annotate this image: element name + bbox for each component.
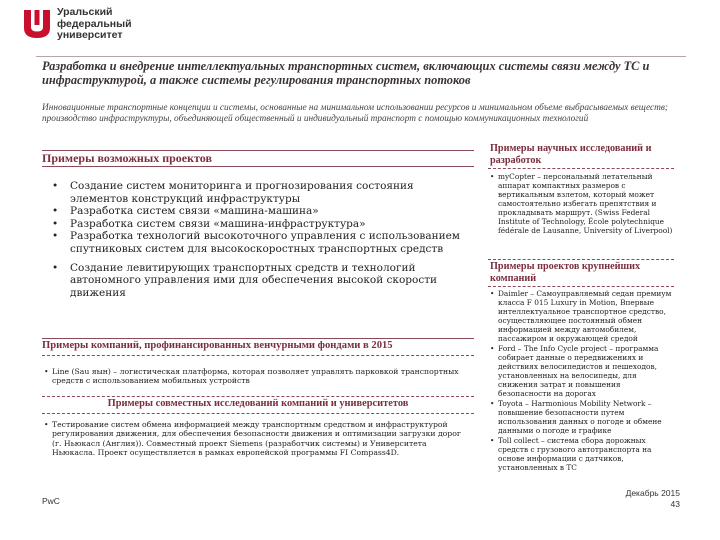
- university-name-line2: федеральный: [57, 17, 132, 30]
- joint-list: [44, 420, 468, 458]
- list-item: • Разработка систем связи «машина-машина»: [52, 205, 319, 218]
- footer-date: Декабрь 2015: [625, 488, 680, 498]
- list-item: • Разработка технологий высокоточного управления с использованием спутниковых систем для высокоскоростных транспортных средств: [52, 230, 460, 255]
- divider: [42, 355, 474, 356]
- companies-list: [490, 289, 676, 473]
- list-item: • Создание систем мониторинга и прогнозирования состояния элементов конструкций инфраструктуры: [52, 180, 414, 205]
- list-item: • myCopter – персональный летательный аппарат компактных размеров с вертикальным взлетом, который может самостоятельно избегать препятствия и прокладывать маршрут. (Swiss Federal Institute of Technology, École polytechnique fédérale de Lausanne, University of Liverpool): [490, 172, 673, 235]
- university-name-line1: Уральский: [57, 6, 113, 18]
- joint-heading: Примеры совместных исследований компаний и университетов: [107, 398, 409, 409]
- list-item: • Line (Sau яын) – логистическая платформа, которая позволяет управлять парковкой транспортных средств с использованием мобильных устройств: [44, 367, 459, 386]
- venture-list: [44, 367, 464, 386]
- projects-heading: Примеры возможных проектов: [42, 151, 212, 165]
- divider: [488, 286, 674, 287]
- university-name-line3: университет: [57, 29, 123, 41]
- list-item: • Toyota – Harmonious Mobility Network – повышение безопасности путем использования данных о погоде и обмене данными о погоде и графике: [490, 399, 662, 435]
- list-item: • Daimler – Самоуправляемый седан премиум класса F 015 Luxury in Motion, Впервые интеллектуальное транспортное средство, осуществляющее постоянный обмен информацией между автомобилем, пассажиром и окружающей средой: [490, 289, 672, 343]
- venture-heading: Примеры компаний, профинансированных венчурными фондами в 2015: [42, 340, 393, 351]
- list-item: • Toll collect – система сбора дорожных средств с грузового автотранспорта на основе информации с датчиков, установленных в ТС: [490, 436, 652, 472]
- divider: [42, 396, 474, 397]
- divider: [488, 168, 674, 169]
- divider: [42, 166, 474, 167]
- slide-subtitle: Инновационные транспортные концепции и системы, основанные на минимальном использовании ресурсов и минимальном объеме выбрасываемых веществ; производство инфраструктуры, объединяющей общественный и индивидуальный транспорт с помощью коммуникационных технологий: [42, 103, 669, 124]
- list-item: • Создание левитирующих транспортных средств и технологий автономного управления ими для обеспечения высокой скорости движения: [52, 261, 438, 299]
- divider: [42, 338, 474, 339]
- university-name: [57, 7, 132, 42]
- urfu-logo-icon: [22, 8, 52, 40]
- research-heading: Примеры научных исследований и разработок: [490, 143, 652, 166]
- projects-list: [42, 178, 462, 299]
- divider: [42, 413, 474, 414]
- research-list: [490, 172, 676, 236]
- list-item: • Ford – The Info Cycle project – программа собирает данные о передвижениях и действиях велосипедистов и пешеходов, установленных на велосипеды, для снижения затрат и повышения безопасности на дорогах: [490, 344, 659, 398]
- list-item: • Тестирование систем обмена информацией между транспортным средством и инфраструктурой регулирования движения, для обеспечения безопасности движения и оптимизации загрузки дорог (г. Ньюкасл (Англия)). Совместный проект Siemens (разработчик системы) и Университета Ньюкасла. Проект осуществляется в рамках европейской программы FI Compass4D.: [44, 420, 461, 458]
- footer-brand: PwC: [42, 496, 60, 506]
- divider: [488, 259, 674, 260]
- slide-title: Разработка и внедрение интеллектуальных транспортных систем, включающих системы связи между ТС и инфраструктурой, а также системы регулирования транспортных потоков: [42, 59, 650, 87]
- companies-heading: Примеры проектов крупнейших компаний: [490, 261, 641, 284]
- list-item: • Разработка систем связи «машина-инфраструктура»: [52, 217, 366, 230]
- page-number: 43: [670, 499, 680, 509]
